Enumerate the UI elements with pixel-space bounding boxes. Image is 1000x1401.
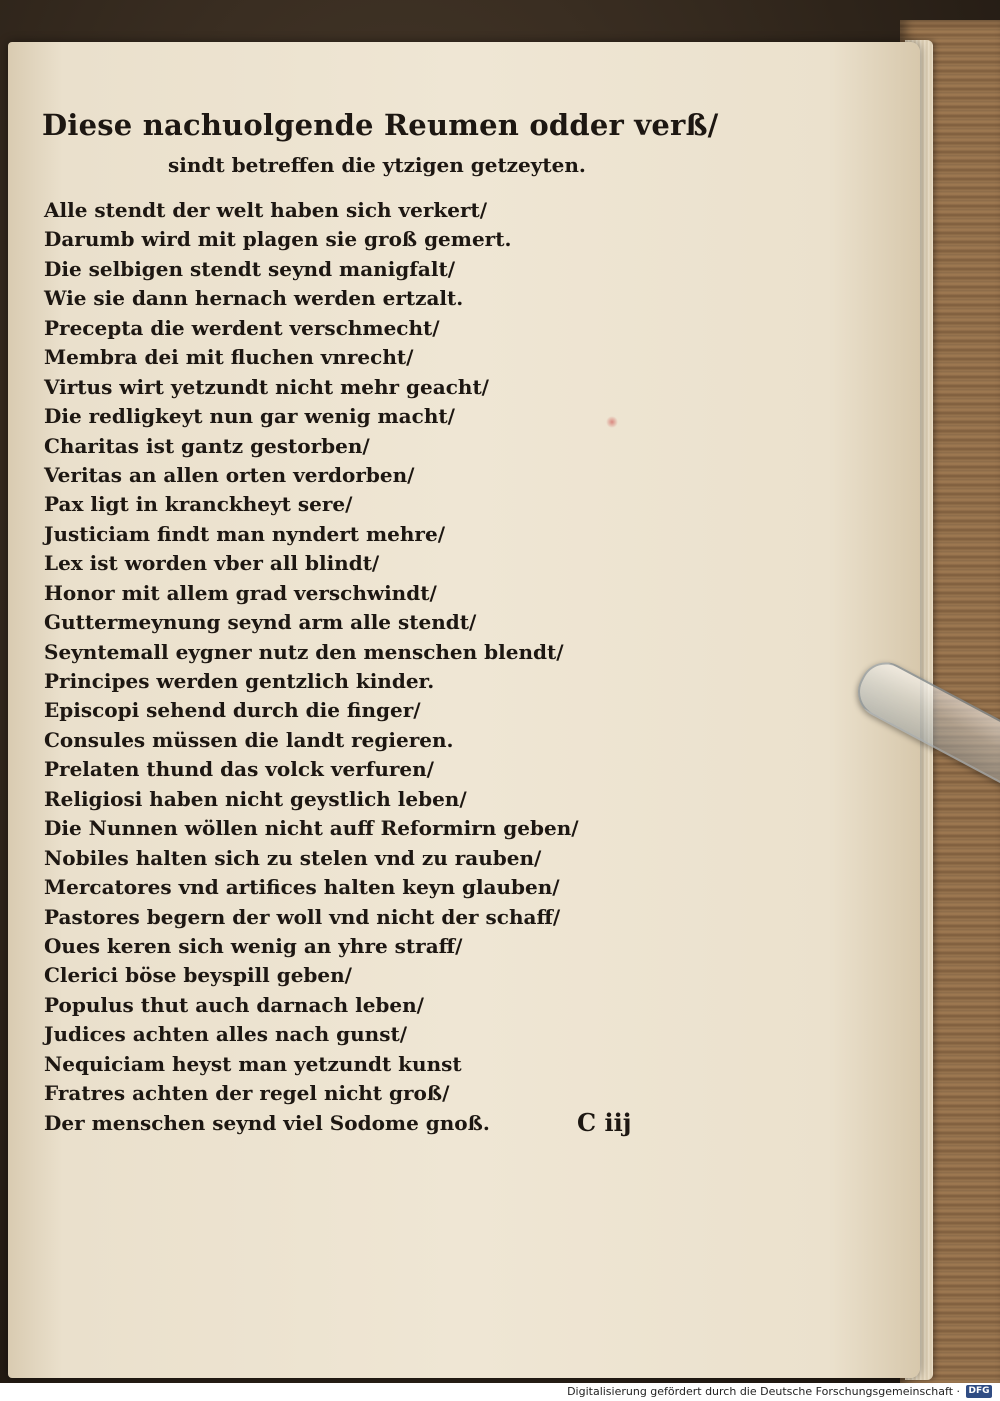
- verse-line: Clerici böse beyspill geben/: [44, 963, 352, 988]
- verse-line: Oues keren sich wenig an yhre straff/: [44, 933, 463, 958]
- digitization-footer: [0, 1383, 1000, 1401]
- verse-line: Die selbigen stendt seynd manigfalt/: [44, 256, 455, 281]
- verse-line: Fratres achten der regel nicht groß/: [44, 1081, 450, 1106]
- verse-line: Prelaten thund das volck verfuren/: [44, 757, 434, 782]
- verse-line: Mercatores vnd artifices halten keyn glauben/: [44, 875, 560, 900]
- funding-credit: Digitalisierung gefördert durch die Deutsche Forschungsgemeinschaft ·: [567, 1385, 960, 1398]
- dfg-logo: DFG: [966, 1385, 992, 1398]
- verse-line: Der menschen seynd viel Sodome gnoß.: [44, 1110, 490, 1135]
- verse-line: Pax ligt in kranckheyt sere/: [44, 492, 353, 517]
- verse-line: Virtus wirt yetzundt nicht mehr geacht/: [44, 374, 489, 399]
- verse-line: Charitas ist gantz gestorben/: [44, 433, 370, 458]
- verse-line: Justiciam findt man nyndert mehre/: [44, 521, 445, 546]
- page-subheading: sindt betreffen die ytzigen getzeyten.: [168, 153, 586, 177]
- verse-line: Veritas an allen orten verdorben/: [44, 462, 415, 487]
- verse-line: Lex ist worden vber all blindt/: [44, 551, 380, 576]
- verse-list: [44, 196, 604, 1138]
- verse-line: Membra dei mit fluchen vnrecht/: [44, 345, 414, 370]
- verse-line: Nobiles halten sich zu stelen vnd zu rauben/: [44, 845, 542, 870]
- verse-line: Honor mit allem grad verschwindt/: [44, 580, 437, 605]
- verse-line: Darumb wird mit plagen sie groß gemert.: [44, 227, 512, 252]
- verse-line: Alle stendt der welt haben sich verkert/: [44, 198, 488, 222]
- verse-line: Religiosi haben nicht geystlich leben/: [44, 786, 467, 811]
- signature-mark: C iij: [577, 1108, 632, 1137]
- verse-line: Guttermeynung seynd arm alle stendt/: [44, 610, 477, 635]
- verse-line: Seyntemall eygner nutz den menschen blendt/: [44, 639, 564, 664]
- verse-line: Judices achten alles nach gunst/: [44, 1022, 408, 1047]
- verse-line: Precepta die werdent verschmecht/: [44, 315, 440, 340]
- verse-line: Principes werden gentzlich kinder.: [44, 669, 435, 693]
- verse-line: Consules müssen die landt regieren.: [44, 727, 454, 752]
- verse-line: Populus thut auch darnach leben/: [44, 992, 424, 1017]
- verse-line: Episcopi sehend durch die finger/: [44, 698, 421, 723]
- verse-line: Pastores begern der woll vnd nicht der schaff/: [44, 904, 561, 929]
- page-heading: Diese nachuolgende Reumen odder verß/: [42, 108, 719, 142]
- verse-line: Die redligkeyt nun gar wenig macht/: [44, 404, 455, 429]
- verse-line: Die Nunnen wöllen nicht auff Reformirn geben/: [44, 816, 579, 841]
- verse-line: Wie sie dann hernach werden ertzalt.: [44, 286, 464, 311]
- verse-line: Nequiciam heyst man yetzundt kunst: [44, 1051, 462, 1076]
- ink-stain: [606, 416, 618, 428]
